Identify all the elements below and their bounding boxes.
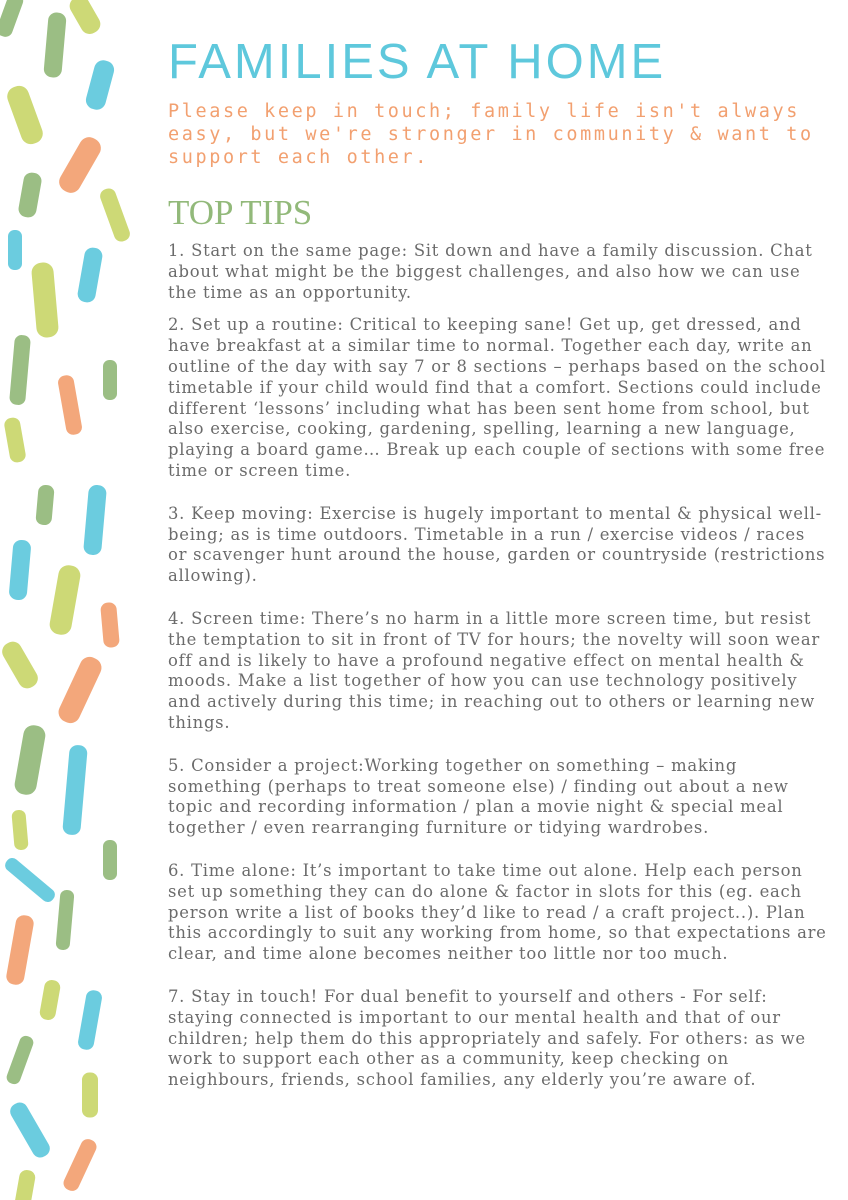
tip-item: 3. Keep moving: Exercise is hugely important to mental & physical well-being; as is time outdoors. Timetable in a run / exercise videos / races or scavenger hunt around the house, garden or countryside (restrictions allowing). <box>168 503 826 586</box>
brush-stroke <box>7 1100 53 1161</box>
page-subtitle: Please keep in touch; family life isn't always easy, but we're stronger in community & want to support each other. <box>168 101 814 168</box>
brush-stroke <box>61 1137 99 1194</box>
brush-stroke <box>55 134 104 197</box>
tips-heading: TOP TIPS <box>168 193 313 232</box>
brush-stroke <box>8 539 31 600</box>
brush-stroke <box>31 262 59 339</box>
brush-stroke <box>0 0 25 39</box>
brush-stroke <box>83 484 107 555</box>
brush-stroke-decoration <box>0 0 140 1200</box>
tip-item: 5. Consider a project:Working together on something – making something (perhaps to treat someone else) / finding out about a new topic and recording information / plan a movie night & special meal together / even rearranging furniture or tidying wardrobes. <box>168 755 789 838</box>
brush-stroke <box>5 1034 35 1086</box>
tip-item: 6. Time alone: It’s important to take time out alone. Help each person set up something they can do alone & factor in slots for this (eg. each person write a list of books they’d like to read / a craft project..). Plan this accordingly to suit any working from home, so that expectations are clear, and time alone becomes neither too little nor too much. <box>168 860 827 964</box>
brush-stroke <box>103 840 117 880</box>
brush-stroke <box>82 1073 98 1118</box>
brush-stroke <box>5 914 35 986</box>
brush-stroke <box>0 638 41 691</box>
brush-stroke <box>11 809 28 850</box>
brush-stroke <box>8 230 22 270</box>
brush-stroke <box>14 1169 37 1200</box>
brush-stroke <box>17 171 43 218</box>
brush-stroke <box>3 416 27 463</box>
brush-stroke <box>57 374 83 436</box>
brush-stroke <box>4 83 45 147</box>
brush-stroke <box>98 186 132 243</box>
brush-stroke <box>43 12 67 78</box>
brush-stroke <box>48 564 82 637</box>
brush-stroke <box>103 360 117 400</box>
brush-stroke <box>55 890 74 951</box>
brush-stroke <box>77 989 103 1051</box>
brush-stroke <box>100 602 120 648</box>
tip-item: 1. Start on the same page: Sit down and have a family discussion. Chat about what might be the biggest challenges, and also how we can use the time as an opportunity. <box>168 241 813 302</box>
brush-stroke <box>84 58 116 111</box>
tip-item: 2. Set up a routine: Critical to keeping sane! Get up, get dressed, and have breakfast at a similar time to normal. Together each day, write an outline of the day with say 7 or 8 sections – perhaps based on the school timetable if your child would find that a comfort. Sections could include different ‘lessons’ including what has been sent home from school, but also exercise, cooking, gardening, spelling, learning a new language, playing a board game… Break up each couple of sections with some free time or screen time. <box>168 315 827 480</box>
brush-stroke <box>76 246 103 303</box>
page-title: FAMILIES AT HOME <box>168 35 667 89</box>
brush-stroke <box>13 724 47 797</box>
brush-stroke <box>62 744 88 835</box>
brush-stroke <box>35 484 54 525</box>
brush-stroke <box>9 334 31 405</box>
tip-item: 4. Screen time: There’s no harm in a little more screen time, but resist the temptation to sit in front of TV for hours; the novelty will soon wear off and is likely to have a profound negative effect on mental health & moods. Make a list together of how you can use technology positively and actively during this time; in reaching out to others or learning new things. <box>168 608 820 732</box>
brush-stroke <box>66 0 103 37</box>
tips-list <box>168 241 828 1091</box>
brush-stroke <box>39 979 62 1021</box>
tip-item: 7. Stay in touch! For dual benefit to yourself and others - For self: staying connected is important to our mental health and that of our children; help them do this appropriately and safely. For others: as we work to support each other as a community, keep checking on neighbours, friends, school families, any elderly you’re aware of. <box>168 986 806 1090</box>
brush-stroke <box>3 855 58 904</box>
brush-stroke <box>55 654 105 727</box>
main-content <box>168 30 828 1091</box>
